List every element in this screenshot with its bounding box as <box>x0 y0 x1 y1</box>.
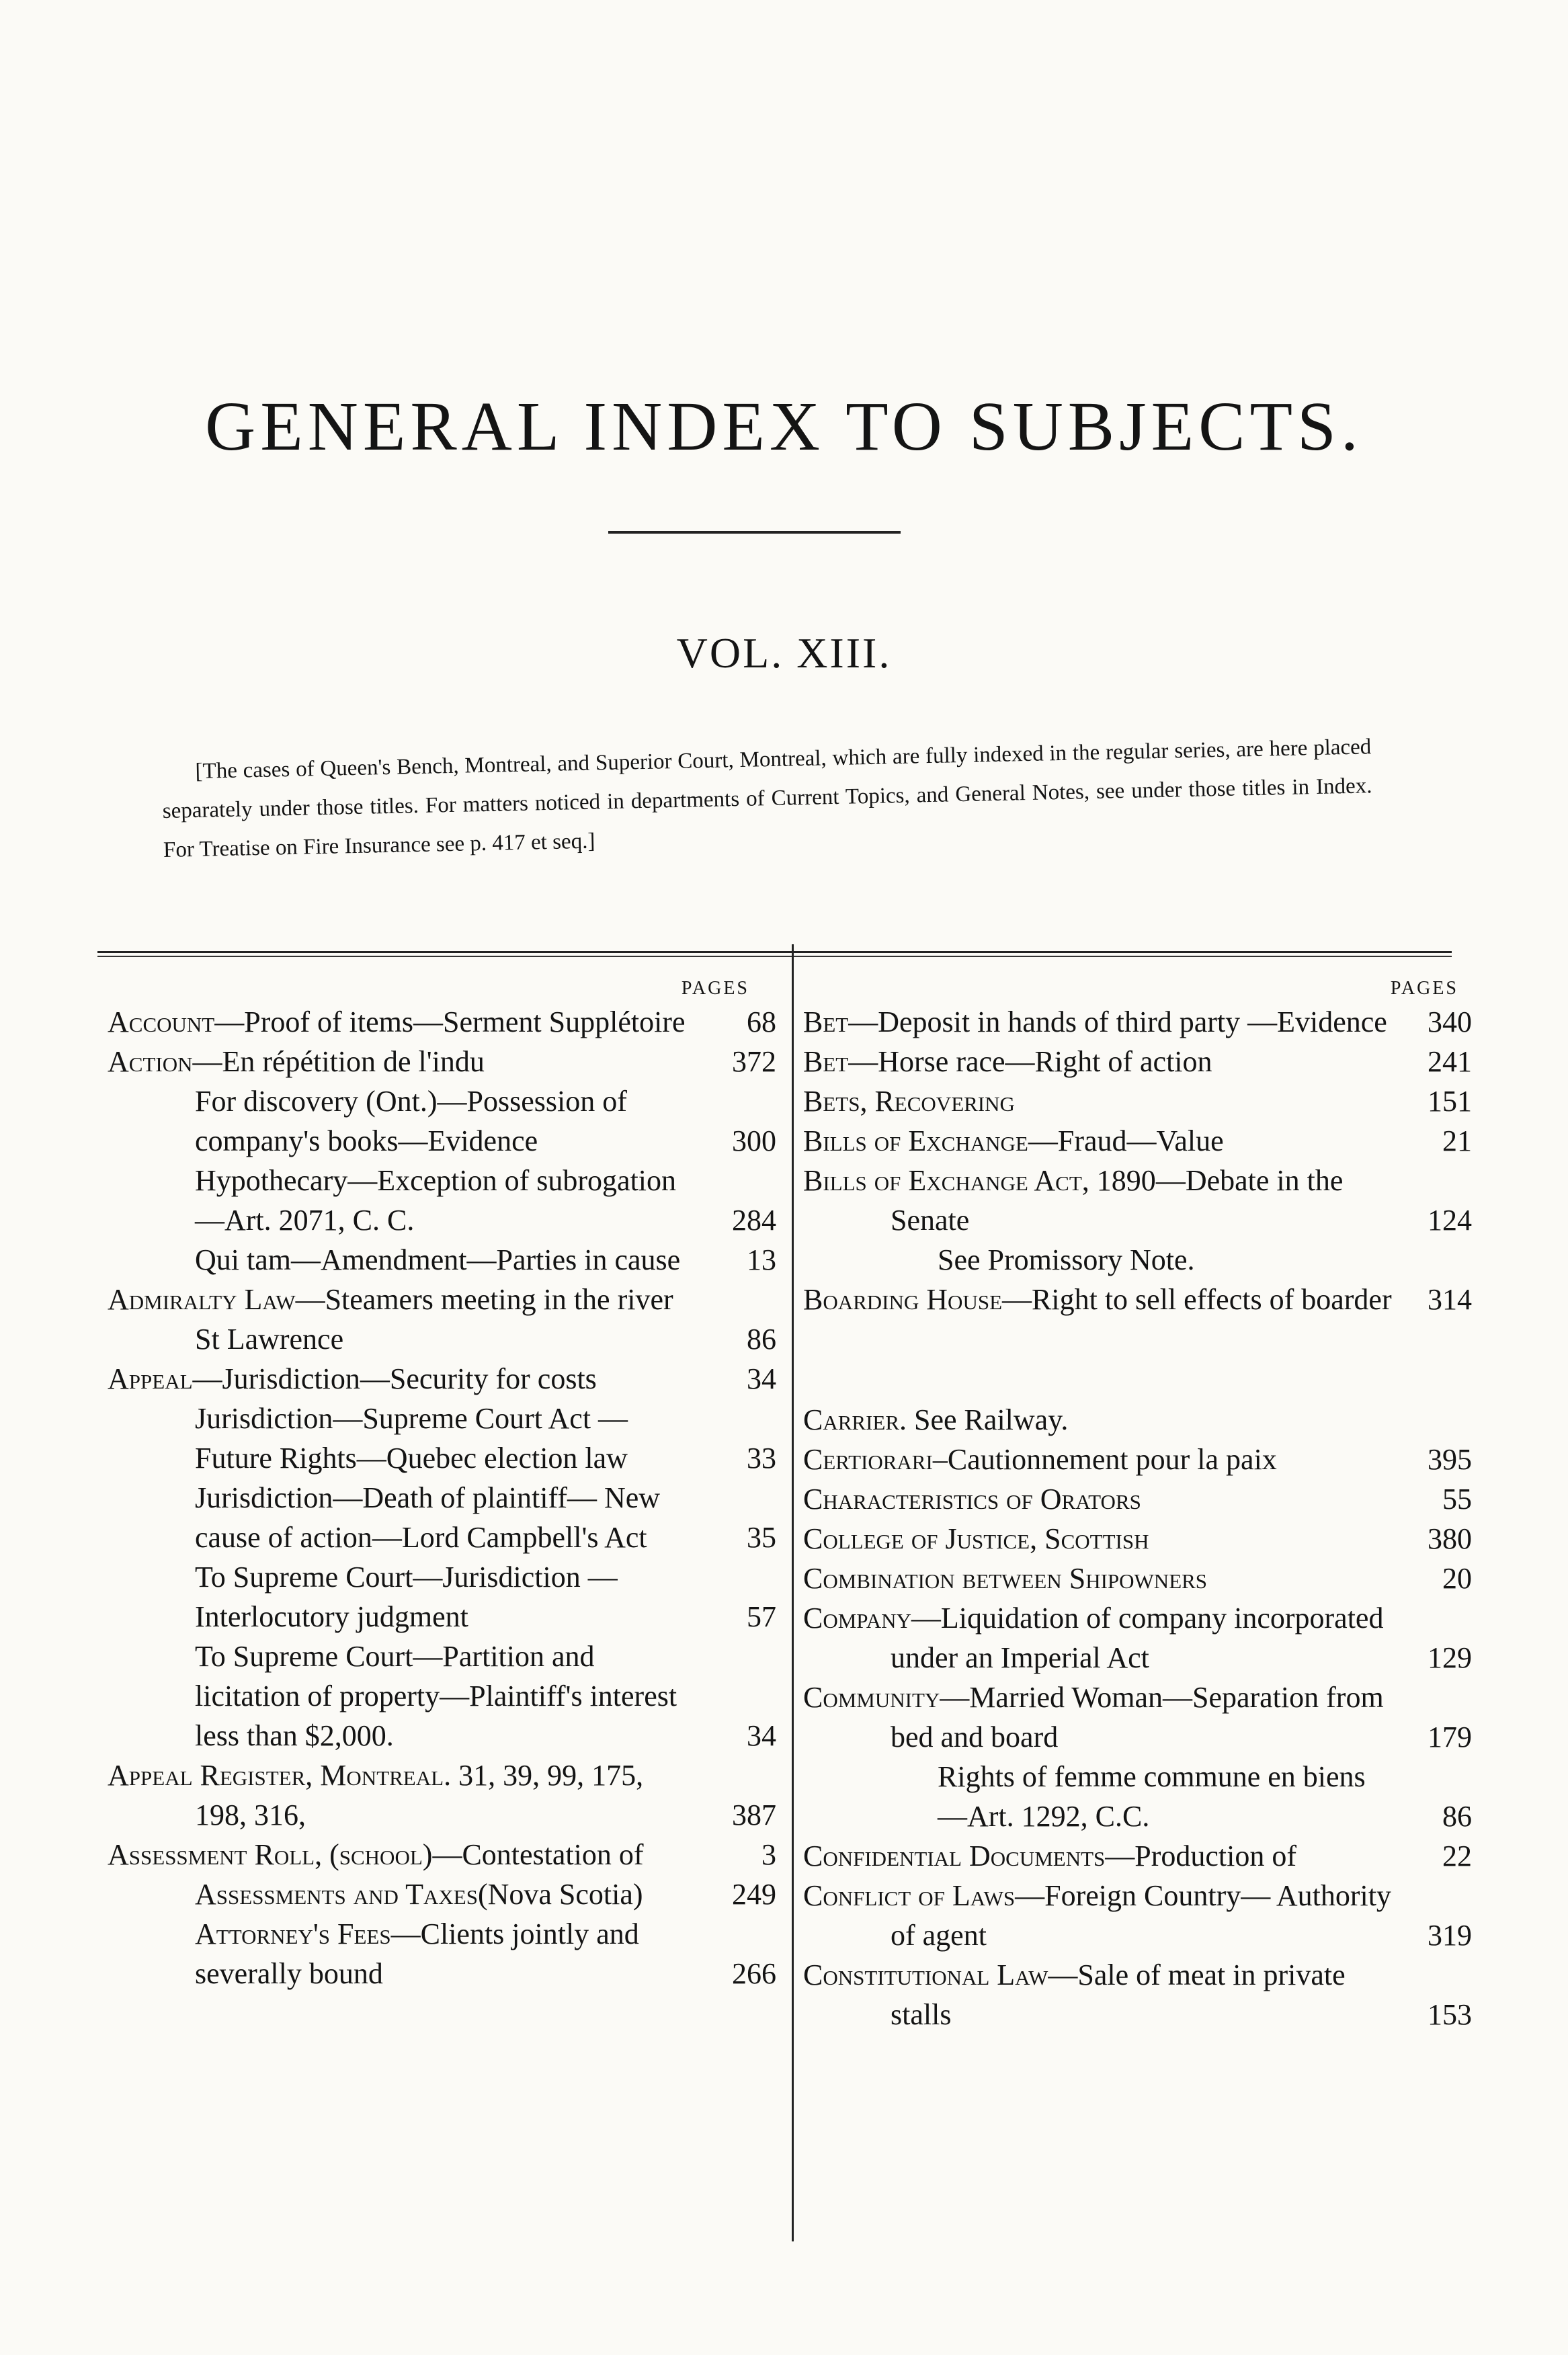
index-entry-heading: Confidential Documents <box>803 1840 1106 1872</box>
index-entry-description: —Contestation of <box>432 1838 644 1871</box>
index-entry-text <box>803 1002 1395 1042</box>
index-entry-text <box>108 1637 699 1755</box>
index-entry-heading: Attorney's Fees <box>195 1917 391 1950</box>
index-entry-page: 179 <box>1428 1721 1472 1753</box>
index-entry-heading: Account <box>108 1005 215 1038</box>
index-entry-page: 266 <box>732 1957 776 1990</box>
column-top-rule <box>97 951 1452 953</box>
index-entry-heading: Combination between Shipowners <box>803 1562 1208 1595</box>
index-entry-description: –Cautionnement pour la paix <box>932 1443 1277 1476</box>
index-entry-page: 129 <box>1428 1641 1472 1674</box>
index-entry-text <box>108 1478 699 1557</box>
column-top-rule-secondary <box>97 956 1452 957</box>
index-entry-description: —Foreign Country— Authority of agent <box>891 1879 1391 1952</box>
index-entry <box>803 1836 1472 1876</box>
index-entry-text <box>108 1280 699 1359</box>
index-entry-page: 86 <box>747 1323 776 1356</box>
index-entry-text <box>803 1440 1395 1479</box>
index-entry <box>803 1121 1472 1161</box>
index-entry-heading: Appeal <box>108 1362 193 1395</box>
index-entry-text <box>108 1240 699 1280</box>
index-entry-page: 21 <box>1442 1124 1472 1157</box>
index-entry-description: (Nova Scotia) <box>477 1878 643 1911</box>
index-entry-description: To Supreme Court—Jurisdiction —Interlocutory judgment <box>195 1561 618 1633</box>
index-entry-heading: Bills of Exchange <box>803 1124 1028 1157</box>
index-entry-page: 55 <box>1442 1483 1472 1516</box>
index-entry <box>108 1081 776 1161</box>
index-entry-description: —Sale of meat in private stalls <box>891 1958 1346 2031</box>
index-entry <box>108 1874 776 1914</box>
index-entry-heading: Bills of Exchange Act, 1890 <box>803 1164 1156 1197</box>
index-entry-description: —Fraud—Value <box>1028 1124 1224 1157</box>
index-entry <box>803 1955 1472 2034</box>
index-entry <box>803 1598 1472 1678</box>
index-entry-description: Jurisdiction—Death of plaintiff— New cause of action—Lord Campbell's Act <box>195 1481 661 1554</box>
index-entry-text <box>108 1161 699 1240</box>
index-entry-text <box>803 1161 1395 1240</box>
index-entry-text <box>803 1121 1395 1161</box>
index-entry-text <box>803 1240 1395 1280</box>
index-entry-page: 151 <box>1428 1085 1472 1118</box>
right-index-column <box>803 978 1472 2034</box>
index-entry <box>803 1559 1472 1598</box>
index-entry <box>108 1835 776 1874</box>
index-entry-text <box>108 1914 699 1993</box>
index-entry <box>803 1757 1472 1836</box>
index-entry-text <box>803 1955 1395 2034</box>
index-entry <box>803 1161 1472 1240</box>
index-entry-page: 340 <box>1428 1005 1472 1038</box>
index-entry-page: 314 <box>1428 1283 1472 1316</box>
index-entry <box>108 1002 776 1042</box>
index-entry <box>108 1914 776 1993</box>
index-entry-text <box>803 1559 1395 1598</box>
index-entry-description: For discovery (Ont.)—Possession of company's books—Evidence <box>195 1085 627 1157</box>
index-entry-text <box>803 1519 1395 1559</box>
index-entry <box>108 1161 776 1240</box>
index-note: [The cases of Queen's Bench, Montreal, and Superior Court, Montreal, which are fully indexed in the regular series, are here placed separately under those titles. For matters noticed in departments of Current Topics, and General Notes, see under those titles in Index. For Treatise on Fire Insurance see p. 417 et seq.] <box>162 735 1372 862</box>
index-entry-description: —Production of <box>1105 1840 1297 1872</box>
index-entry-page: 57 <box>747 1600 776 1633</box>
index-entry-text <box>108 1399 699 1478</box>
index-entry-page: 395 <box>1428 1443 1472 1476</box>
index-entry-text <box>803 1280 1395 1319</box>
index-entry-description: —Debate in the Senate <box>891 1164 1344 1237</box>
index-entry-page: 35 <box>747 1521 776 1554</box>
index-entry-heading: Characteristics of Orators <box>803 1483 1141 1516</box>
index-entry-heading: Bet <box>803 1045 849 1078</box>
index-entry-heading: Admiralty Law <box>108 1283 296 1316</box>
index-entry-description: See Promissory Note. <box>938 1243 1195 1276</box>
index-entry-description: Rights of femme commune en biens —Art. 1292, C.C. <box>938 1760 1366 1833</box>
index-entry <box>108 1557 776 1637</box>
index-entry <box>803 1400 1472 1440</box>
index-entry-page: 34 <box>747 1719 776 1752</box>
title-divider <box>608 531 901 534</box>
index-entry <box>108 1478 776 1557</box>
index-entry-page: 249 <box>732 1878 776 1911</box>
index-entry-description: —Right to sell effects of boarder <box>1002 1283 1392 1316</box>
index-entry <box>108 1359 776 1399</box>
index-entry-text <box>803 1678 1395 1757</box>
index-entry-page: 34 <box>747 1362 776 1395</box>
index-entry-heading: Conflict of Laws <box>803 1879 1016 1912</box>
index-entry-text <box>803 1598 1395 1678</box>
index-entry-description: Jurisdiction—Supreme Court Act —Future Rights—Quebec election law <box>195 1402 628 1475</box>
index-entry-description: —Steamers meeting in the river St Lawrence <box>195 1283 673 1356</box>
index-entry-text <box>108 1835 699 1874</box>
index-entry-text <box>803 1400 1395 1440</box>
index-entry <box>803 1519 1472 1559</box>
index-entry-heading: College of Justice, Scottish <box>803 1522 1149 1555</box>
index-entry-page: 20 <box>1442 1562 1472 1595</box>
index-entry-text <box>803 1081 1395 1121</box>
left-index-column <box>108 978 776 1993</box>
pages-header: PAGES <box>681 978 749 999</box>
index-entry-page: 33 <box>747 1442 776 1475</box>
index-entry-page: 86 <box>1442 1800 1472 1833</box>
index-entry <box>108 1755 776 1835</box>
index-entry-text <box>108 1755 699 1835</box>
index-entry-page: 13 <box>747 1243 776 1276</box>
index-entry-heading: Assessments and Taxes <box>195 1878 478 1911</box>
index-entry-description: —Jurisdiction—Security for costs <box>192 1362 597 1395</box>
index-entry-description: —Deposit in hands of third party —Evidence <box>848 1005 1387 1038</box>
index-entry <box>108 1399 776 1478</box>
pages-header: PAGES <box>1390 978 1458 999</box>
index-entry-heading: Carrier. <box>803 1403 907 1436</box>
index-entry-text <box>108 1081 699 1161</box>
page-title: GENERAL INDEX TO SUBJECTS. <box>205 388 1363 465</box>
index-entry-page: 387 <box>732 1799 776 1831</box>
column-separator <box>792 944 794 2241</box>
index-entry <box>803 1042 1472 1081</box>
index-entry-heading: Appeal Register, Montreal. <box>108 1759 452 1792</box>
index-entry-text <box>108 1557 699 1637</box>
index-entry-page: 284 <box>732 1204 776 1237</box>
index-entry-description: —Clients jointly and severally bound <box>195 1917 639 1990</box>
index-gap <box>803 1319 1472 1400</box>
index-entry <box>803 1081 1472 1121</box>
volume-label: VOL. XIII. <box>676 629 892 677</box>
index-entry <box>803 1240 1472 1280</box>
index-entry-description: —Liquidation of company incorporated under an Imperial Act <box>891 1602 1384 1674</box>
index-entry-page: 22 <box>1442 1840 1472 1872</box>
index-entry <box>803 1440 1472 1479</box>
index-entry-heading: Community <box>803 1681 940 1714</box>
index-entry-description: Hypothecary—Exception of subrogation—Art. 2071, C. C. <box>195 1164 677 1237</box>
index-entry-text <box>803 1479 1395 1519</box>
index-entry-description: —Horse race—Right of action <box>848 1045 1212 1078</box>
index-entry <box>803 1479 1472 1519</box>
index-entry-description: —Married Woman—Separation from bed and board <box>891 1681 1384 1753</box>
index-entry-heading: Bet <box>803 1005 849 1038</box>
index-entry-page: 319 <box>1428 1919 1472 1952</box>
index-entry-heading: Action <box>108 1045 193 1078</box>
index-entry-text <box>108 1002 699 1042</box>
index-entry <box>803 1678 1472 1757</box>
index-entry-description: Qui tam—Amendment—Parties in cause <box>195 1243 681 1276</box>
index-entry <box>803 1876 1472 1955</box>
index-entry <box>108 1042 776 1081</box>
index-entry-heading: Bets, Recovering <box>803 1085 1015 1118</box>
index-entry-page: 124 <box>1428 1204 1472 1237</box>
index-entry-page: 372 <box>732 1045 776 1078</box>
index-entry-heading: Boarding House <box>803 1283 1003 1316</box>
index-entry-page: 153 <box>1428 1998 1472 2031</box>
index-entry <box>803 1002 1472 1042</box>
index-entry-page: 241 <box>1428 1045 1472 1078</box>
index-entry-text <box>803 1836 1395 1876</box>
index-entry-heading: Constitutional Law <box>803 1958 1048 1991</box>
index-entry <box>803 1280 1472 1319</box>
index-entry-page: 68 <box>747 1005 776 1038</box>
index-entry-description: —Proof of items—Serment Supplétoire <box>214 1005 686 1038</box>
index-entry <box>108 1240 776 1280</box>
index-entry-text <box>803 1042 1395 1081</box>
index-entry-heading: Certiorari <box>803 1443 933 1476</box>
index-entry-text <box>803 1876 1395 1955</box>
index-entry-heading: Company <box>803 1602 911 1635</box>
index-entry-text <box>108 1874 699 1914</box>
index-entry-page: 3 <box>761 1838 776 1871</box>
index-entry <box>108 1637 776 1755</box>
index-entry-text <box>803 1757 1395 1836</box>
index-entry-text <box>108 1042 699 1081</box>
index-entry-description: 31, 39, 99, 175, 198, 316, <box>195 1759 644 1831</box>
index-entry-description: See Railway. <box>907 1403 1069 1436</box>
index-entry-text <box>108 1359 699 1399</box>
index-entry-page: 300 <box>732 1124 776 1157</box>
index-entry-description: —En répétition de l'indu <box>192 1045 485 1078</box>
index-entry-page: 380 <box>1428 1522 1472 1555</box>
index-entry-heading: Assessment Roll, (school) <box>108 1838 433 1871</box>
index-entry <box>108 1280 776 1359</box>
index-entry-description: To Supreme Court—Partition and licitation of property—Plaintiff's interest less than $2,000. <box>195 1640 677 1752</box>
